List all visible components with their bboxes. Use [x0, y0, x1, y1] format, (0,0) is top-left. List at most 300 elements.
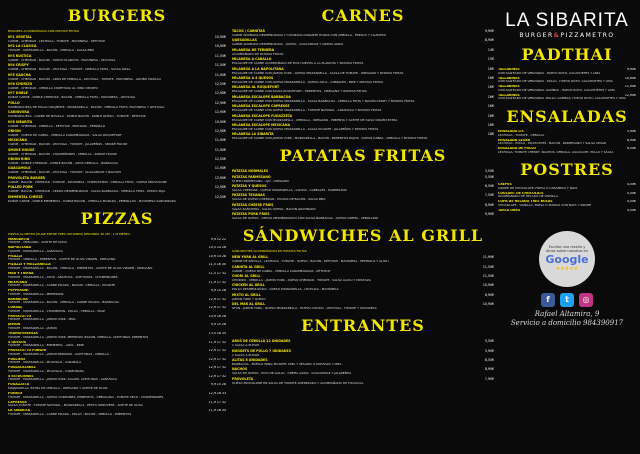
menu-item-desc: TOMATE , MOZZARELLA , JAMÓN: [8, 327, 57, 331]
menu-item-desc: BARBACOA , BÚFALO WING PICANTE, MIEL Y SÉSAMO O MOSTAZA Y MIEL: [232, 361, 342, 366]
menu-item-desc: CARNE , CHEDDAR , LECHUGA , TOMATE , MAYONESA , KETCHUP: [8, 39, 105, 43]
menu-item: [8, 383, 226, 390]
menu-item-name: ONION RING: [8, 157, 30, 162]
menu-item-name: TALLARINES: [498, 93, 520, 97]
menu-item-desc-row: [232, 259, 494, 263]
menu-item-price: 11,5 16 30: [208, 263, 226, 267]
menu-item: [232, 283, 494, 291]
menu-item-desc-row: [8, 86, 226, 90]
menu-item: [8, 157, 226, 165]
menu-item-desc-row: [8, 327, 226, 331]
menu-item: [8, 176, 226, 184]
menu-item-desc-row: [8, 105, 226, 109]
menu-item: [232, 193, 494, 201]
menu-item-price: 11,9 16 34: [208, 409, 226, 413]
menu-item-desc-row: [8, 387, 226, 391]
menu-item-name: MILANESA ESCALOPE MEXICANA: [232, 122, 291, 127]
menu-item: [8, 35, 226, 43]
menu-item-name: TACOS / CARNITAS: [232, 29, 265, 33]
menu-item: [232, 38, 494, 46]
menu-item: [8, 120, 226, 128]
brand-sub-right: PIZZAMETRO: [560, 32, 615, 39]
address-street: Rafael Altamira, 9: [534, 309, 600, 318]
menu-item: [232, 48, 494, 56]
menu-item-price: 7,50€: [484, 193, 494, 198]
menu-item-name: CARNITA AL GRILL: [232, 264, 265, 269]
menu-item: [498, 200, 636, 207]
menu-item-name: MAR Y TIERRA: [8, 271, 34, 275]
menu-item-price: 10,90€: [624, 76, 636, 80]
menu-item-name: Nº5 GAUCHA: [8, 72, 31, 77]
menu-item-name: Nº8 SIBARITA: [8, 119, 33, 124]
menu-item-desc-row: [8, 361, 226, 365]
menu-item: [232, 169, 494, 173]
menu-item-desc: CON SALTEADO DE VERDURAS , POLLO , HUEVO ROTO, CACAHUETES Y LIMA: [498, 80, 613, 84]
left-column: [8, 0, 226, 418]
menu-item-name: MARGARITA: [8, 237, 30, 241]
menu-item: [498, 130, 636, 137]
menu-item-desc: CARNE ADOBADA DESMENUZADA Y COCINADA DURANTE HORAS CON CEBOLLA , FRESCO Y CILANTRO: [232, 33, 386, 37]
menu-item-desc-row: [8, 310, 226, 314]
menu-item-desc: CARNE , DOBLE CHEDDAR , DOBLE BACÓN , AROS CEBOLLA , BARBACOA: [8, 161, 118, 166]
menu-item: [8, 166, 226, 174]
menu-item-price: 12,90€: [214, 91, 226, 96]
brand-subtitle: [498, 32, 636, 39]
menu-item-desc-row: [8, 133, 226, 137]
menu-item-desc: ATÚN , JAMÓN YORK , QUESO MOZZARELLA , HUEVO COCIDO , LECHUGA , TOMATE Y MAYONESA: [232, 306, 377, 311]
delivery-phone: Servicio a domicilio 984390917: [510, 318, 624, 327]
menu-item-price: 16€: [487, 113, 494, 118]
brand-sub-amp: &: [553, 32, 561, 39]
middle-column: [232, 0, 494, 386]
menu-item-price: 12,90€: [214, 185, 226, 190]
menu-item: [8, 358, 226, 365]
menu-item: [232, 29, 494, 37]
menu-item-desc-row: [232, 89, 494, 93]
menu-item-desc: TOMATE , MOZZARELLA , JAMÓN YORK, PEPERONI, BACÓN, CEBOLLA, ACEITUNAS, PIMIENTOS: [8, 335, 149, 339]
menu-item-desc-row: [498, 97, 636, 101]
menu-item-desc-row: [232, 33, 494, 37]
menu-item-desc: TOMATE , MOZZARELLA , BACÓN , CEBOLLA , SALSA BBQ: [8, 48, 95, 53]
menu-item-price: 8,90€: [484, 202, 494, 207]
menu-item-desc: LECHUGA , POLLO , PICATOSTES , BACÓN , PARMESANO Y SALSA CÉSAR: [498, 142, 607, 146]
menu-item-desc-row: [232, 207, 494, 211]
sandwiches-title: SÁNDWICHES AL GRILL: [242, 226, 484, 246]
menu-item-desc-row: [8, 95, 226, 99]
menu-item-desc-row: [232, 42, 494, 46]
ensaladas-title: ENSALADAS: [506, 106, 628, 126]
menu-item: [232, 57, 494, 65]
menu-item-price: 12,9 17 32: [208, 297, 226, 301]
menu-item-desc: CARNE , CHEDDAR , CEBOLLA CONFITADA AL VINO OPORTO: [8, 85, 98, 90]
menu-item-desc: CARNE , CHEDDAR , CEBOLLA , KÉTCHUP , MOSTAZA , PEPINILLO: [8, 123, 106, 128]
menu-item-desc: TOMATE , MOZZARELLA , QUESO CORDOBÉS, PIMIENTOS , CEBOLLINO , TOMATE SECO , CHAMPIÑONES: [8, 395, 164, 399]
menu-item-desc: ESCALOPE DE CARNE CON JAMÓN YORK , MOZZARELLA , BACÓN , PIMIENTOS ROJOS , QUESO CABRA , CEBOLLA Y PATATAS FRITAS: [232, 136, 428, 141]
right-column: [498, 0, 636, 328]
menu-item-price: 10,90€: [482, 302, 494, 307]
menu-item-name: PUSSACATAREZ: [8, 366, 36, 370]
menu-item-name: COULANT DE CHOCOLATE: [498, 191, 544, 195]
menu-item: [8, 110, 226, 118]
menu-item-name: MEXICANA: [8, 280, 27, 284]
menu-item-desc: TOMATE , MOZZARELLA , EMMENTAL , AZUL , BRIE: [8, 344, 84, 348]
menu-item-desc-row: [8, 161, 226, 165]
menu-item-price: 16€: [487, 94, 494, 99]
menu-item-price: 11,90€: [482, 255, 494, 260]
menu-item-desc-row: [232, 136, 494, 140]
menu-item: [232, 274, 494, 282]
menu-item: [232, 302, 494, 310]
menu-item-desc-row: [232, 216, 494, 220]
menu-item-desc: CARNE , CHEDDAR , BACÓN , LECHUGA , TOMATE , GUACAMOLE Y NACHOS: [8, 170, 121, 175]
menu-item: [232, 367, 494, 375]
menu-item-name: 4 ESTACIONES: [8, 374, 34, 378]
menu-item-desc: CARNE DE NOVILLA , LECHUGA , TOMATE , QUESO , BACÓN , KÉTCHUP , MAYONESA , PEPINILLO Y ALIOLI: [232, 259, 389, 264]
menu-item-name: CORRAL: [8, 306, 23, 310]
menu-item: [8, 289, 226, 296]
menu-item-desc-row: [8, 353, 226, 357]
menu-item-desc: TOMATE , ORÉGANO , ACEITE DE OLIVA: [8, 241, 67, 245]
social-links: [498, 293, 636, 307]
menu-item-price: 12,50€: [214, 81, 226, 86]
menu-item-desc: CARNE , CHEDDAR , BACÓN , LECHUGA , TOMATE , CEBOLLA FRITA , SALSA ROSA: [8, 67, 131, 72]
menu-item: [232, 67, 494, 75]
menu-item: [8, 341, 226, 348]
menu-item-desc: ESCALOPE DE CARNE ACOMPAÑADO DE DOS HUEVOS A LA PLANCHA Y PATATAS FRITAS: [232, 61, 364, 66]
menu-item-price: 9,9 12 22: [210, 237, 226, 241]
menu-item: [232, 132, 494, 140]
menu-item-name: CAPRESSA: [8, 400, 27, 404]
menu-item-desc: CON SALTEADO DE VERDURAS , HUEVO ROTO, CACAHUETES Y LIMA: [498, 71, 601, 75]
menu-item-name: PEPPERONI: [8, 289, 29, 293]
menu-item-desc: ACOMPAÑADO DE HELADO DE VAINILLA: [498, 195, 558, 199]
menu-item-desc: HAMBURGUESA , CARNE DE NOVILLA , DOBLE BACÓN , DOBLE QUESO , TOMATE , KETCHUP: [8, 114, 146, 119]
menu-item-price: 8,90€: [484, 367, 494, 372]
menu-item-desc: POLLO DESMENUZADO , QUESO MOZZARELLA , LECHUGA , MAYONESA: [232, 287, 339, 292]
menu-item-name: NEW YORK AL GRILL: [232, 255, 269, 260]
sandwiches-list: [232, 255, 494, 310]
menu-item-name: Nº7 DOBLE: [8, 91, 28, 96]
menu-item-desc: ESCALOPE DE CARNE CON QUESO MOZZARELLA , SALSA BARBACOA , CEBOLLA FRITA Y BACÓN CRISPY Y PATATAS FRITAS: [232, 98, 415, 103]
menu-item-price: 10,9 14 28: [208, 254, 226, 258]
menu-item-desc: ACOMPAÑADO DE PATATAS FRITAS: [232, 51, 284, 56]
menu-item-name: MILANESA A CABALLO: [232, 57, 272, 62]
menu-item-desc: QUESO PROVOLONE EN SALSA DE TOMATE ADEREZADO Y ACOMPAÑADO DE FOCACCIA: [232, 380, 364, 385]
menu-item: [8, 401, 226, 408]
menu-item-desc: CARNE , CHEDDAR , BACÓN , AROS DE CEBOLLA , LECHUGA , TOMATE , MAYONESA , ADOBO CRIOLLO: [8, 76, 161, 81]
menu-item-desc-row: [498, 134, 636, 138]
menu-item-name: TARTA OREO: [498, 209, 521, 212]
menu-item-price: 12,9 17 32: [208, 306, 226, 310]
menu-item-price: 5,50€: [484, 174, 494, 179]
menu-item: [232, 95, 494, 103]
menu-item: [8, 138, 226, 146]
menu-item: [8, 82, 226, 90]
menu-item-price: 12,90€: [214, 110, 226, 115]
menu-item-desc-row: [8, 284, 226, 288]
menu-item-desc-row: [232, 343, 494, 347]
menu-item: [8, 91, 226, 99]
menu-item-price: 11,90€: [214, 166, 226, 171]
menu-item-name: POLLO: [8, 100, 20, 105]
menu-item-desc-row: [232, 197, 494, 201]
menu-item-price: 12,9 17 32: [208, 366, 226, 370]
menu-item-desc-row: [232, 269, 494, 273]
menu-item-desc: ESCALOPE DE CARNE CON QUESO MOZZARELLA , SALSA PICANTE , JALAPEÑOS Y PATATAS FRITAS: [232, 126, 379, 131]
menu-item: [8, 129, 226, 137]
menu-item-desc: 1 SALSA A ELEGIR: [232, 343, 260, 348]
review-text: Escribe una reseña y dinos sobre nosotros en: [546, 245, 588, 254]
menu-item: [498, 77, 636, 84]
menu-item: [8, 281, 226, 288]
menu-item-name: AROS DE CEBOLLA 12 UNIDADES: [232, 339, 291, 344]
entrantes-title: ENTRANTES: [301, 316, 425, 336]
menu-item-desc-row: [8, 344, 226, 348]
menu-item-name: MILANESA ESCALOPE FUGAZZETA: [232, 113, 293, 118]
menu-item-desc: TOMATE , MOZZARELLA , BACÓN , CEBOLLA , PIMIENTOS , ACEITE DE OLIVA VIRGEN , ORÉGANO: [8, 266, 153, 270]
menu-item-desc: LECHUGA, TOMATE CHERRY, NACHOS, CEBOLLA, AGUACATE, POLLO Y SALSA: [498, 150, 614, 154]
menu-item-desc: ESCALOPE DE CARNE CON QUESO MOZZARELLA , QUESO AZUL , CABRALES , BRIE Y PATATAS FRITAS: [232, 79, 384, 84]
menu-item-desc-row: [232, 362, 494, 366]
menu-item: [232, 293, 494, 301]
menu-item-name: ENSALADA LTC: [498, 129, 525, 133]
menu-item-name: PROVOLETA BURGER: [8, 175, 45, 180]
menu-item-desc-row: [498, 151, 636, 155]
menu-item-price: 11,9 17 32: [208, 340, 226, 344]
menu-item-price: 15€: [487, 57, 494, 62]
burgers-note: BURGERS ACOMPAÑADAS CON PATATAS FRITAS: [8, 29, 79, 33]
menu-item-name: MILANESA ESCALOPE BARBACOA: [232, 94, 291, 99]
menu-item-price: 11,9 17 32: [208, 280, 226, 284]
menu-item-desc: TOMATE , MOZZARELLA , CARNE PICADA , POLLO , BACÓN , CEBOLLA , PIMIENTOS: [8, 412, 132, 416]
menu-item-desc-row: [8, 336, 226, 340]
menu-item-price: 3,50€: [484, 169, 494, 174]
menu-item-desc-row: [498, 89, 636, 93]
facebook-icon[interactable]: f: [541, 293, 555, 307]
menu-item-name: MILANESA ESCALOPE CAPRESSE: [232, 104, 290, 109]
menu-item-price: 4,50€: [626, 183, 636, 187]
menu-item: [498, 85, 636, 92]
burgers-title: BURGERS: [67, 6, 167, 25]
menu-item-name: PATATAS Y QUESOS: [232, 184, 267, 189]
menu-item-desc-row: [8, 58, 226, 62]
menu-item-desc: TOMATE , MOZZARELLA , JAMÓN YORK , PIÑA: [8, 318, 76, 322]
pizzas-note: PIZZAS AL METRO (ELIGE ENTRE TRES OPCIONES) REDONDA 30 CM , 1 M METRO ,: [8, 231, 132, 236]
menu-item-name: MIXTO AL GRILL: [232, 292, 261, 297]
menu-item-name: ORIGIN: [8, 128, 21, 133]
menu-item-price: 9,9 15 28: [210, 289, 226, 293]
menu-item-name: TRANSFERENCIA: [8, 332, 38, 335]
patatas-list: [232, 169, 494, 220]
menu-item: [232, 339, 494, 347]
menu-item-price: 5,50€: [484, 339, 494, 344]
menu-item-desc-row: [8, 67, 226, 71]
menu-item: [8, 63, 226, 71]
menu-item-desc: CARNE , BACÓN , CHEDDAR , CERDO DESMENUZADO , SALSA BARBACOA , CEBOLLA FRITA , PATATA PAJA: [8, 189, 166, 194]
menu-item: [498, 147, 636, 154]
menu-item-desc: TOMATE , MOZZARELLA , ALBAHACA: [8, 249, 63, 253]
menu-item-name: PATATAS NORMALES: [232, 169, 269, 174]
menu-item-desc: QUESO PARMESANO , AJO , ORÉGANO: [232, 178, 289, 183]
menu-item-desc: ESCALOPE DE CARNE CON MOZZARELLA , CEBOLLA , ORÉGANO , PIMIENTA Y ACEITE DE OLIVA VIRGEN EXTRA: [232, 117, 398, 122]
menu-item-name: PATATAS CHEESE FRIES: [232, 202, 274, 207]
menu-item-desc-row: [8, 378, 226, 382]
menu-item-desc-row: [232, 80, 494, 84]
padthai-title: PADTHAI: [521, 45, 613, 64]
menu-item-price: 8,50€: [484, 357, 494, 362]
menu-item-desc-row: [498, 80, 636, 84]
menu-item-desc-row: [8, 301, 226, 305]
ensaladas-list: [498, 130, 636, 154]
menu-item-price: 16€: [487, 122, 494, 127]
menu-item-name: NACHOS: [232, 367, 248, 372]
menu-item-desc-row: [8, 39, 226, 43]
menu-item-desc-row: [232, 52, 494, 56]
menu-item: [8, 349, 226, 356]
menu-item-desc-row: [232, 118, 494, 122]
menu-item-name: NAPOLITANA: [8, 246, 31, 250]
menu-item-desc: TOMATE , MOZZARELLA , JAMÓN SERRANO , ACEITUNAS , CEBOLLA: [8, 352, 109, 356]
menu-item-desc: CARNE , BACÓN , CHEDDAR , TOMATE , MAYONESA , CHIMICHURRI , CEBOLLA FRITA , QUESO PROVOLONE: [8, 179, 167, 184]
menu-item-desc-row: [8, 199, 226, 203]
menu-item-name: SMOKE HOUSE: [8, 147, 35, 152]
menu-item-price: 16€: [487, 85, 494, 90]
patatas-title: PATATAS FRITAS: [279, 146, 447, 166]
carnes-title: CARNES: [321, 6, 405, 25]
menu-item-desc: TOMATE , MOZZARELLA , PICADILLO , CARABALA: [8, 361, 82, 365]
google-logo: Google: [545, 253, 589, 267]
pizzas-title: PIZZAS: [80, 208, 154, 228]
menu-item-desc-row: [498, 204, 636, 208]
menu-item-desc: SIROPE DE CHOCOLATE, FRESA O CARAMELO Y NATA: [498, 186, 578, 190]
brand-sub-left: BURGER: [519, 32, 554, 39]
menu-item-price: 12,9 18 33: [208, 392, 226, 396]
menu-item-price: 9,90€: [484, 212, 494, 217]
menu-item-desc: CON SALTEADO DE VERDURAS, GAMBAS , HUEVO ROTO, CACAHUETES Y LIMA: [498, 88, 616, 92]
twitter-icon[interactable]: t: [560, 293, 574, 307]
menu-item-desc: TOMATE , MOZZARELLA , ATÚN , ANCHOAS , ACEITUNAS , CHAMPIÑONES: [8, 275, 118, 279]
menu-item-price: 16€: [487, 66, 494, 71]
menu-item-name: PISAZZI: [8, 254, 23, 258]
menu-item-desc: TOMATE , MOZZARELLA , PEPPERONI: [8, 292, 64, 296]
menu-item-desc-row: [8, 180, 226, 184]
menu-item-desc-row: [8, 114, 226, 118]
menu-item-desc-row: [498, 72, 636, 76]
address: [498, 310, 636, 328]
menu-item-price: 7,90€: [484, 376, 494, 381]
menu-item-name: QUESADILLAS: [232, 38, 257, 43]
menu-item-desc: CON SALTEADO DE VERDURAS ,POLLO, GAMBAS, HUEVO ROTO, CACAHUETES Y LIMA: [498, 97, 626, 101]
menu-item-name: JAMÓN: [8, 323, 21, 327]
sandwiches-note: SÁNDWICHES ACOMPAÑADOS DE PATATAS FRITAS: [232, 249, 307, 254]
menu-item-desc: SALSA TOMATE , TOMATE NATURAL , MOZZARELLA , PESTO GENOVESE , ACEITE DE OLIVA: [8, 404, 143, 408]
burgers-list: [8, 35, 226, 203]
menu-item: [8, 366, 226, 373]
menu-item-price: 12,90€: [624, 93, 636, 97]
menu-item-desc: TOMATE , MOZZARELLA , PICADILLO , CARBONARA: [8, 369, 85, 373]
menu-item-price: 12,90€: [214, 175, 226, 180]
menu-item-name: BARBACOA: [8, 297, 28, 301]
brand-logo: [498, 10, 636, 39]
menu-item-price: 11,90€: [214, 72, 226, 77]
menu-item-name: TALLARINES: [498, 85, 520, 89]
menu-item-desc-row: [498, 195, 636, 199]
menu-item-price: 14€: [487, 47, 494, 52]
menu-item-price: 11,90€: [214, 147, 226, 152]
menu-item-price: 6,50€: [484, 184, 494, 189]
menu-item-name: PUEBLO: [8, 392, 23, 396]
menu-item-name: PIZAZZI Y MOZZARELLA: [8, 263, 51, 267]
menu-item-desc-row: [8, 267, 226, 271]
menu-item-desc-row: [8, 152, 226, 156]
menu-item-name: Nº4 CRISPY: [8, 63, 29, 68]
menu-item-desc-row: [232, 179, 494, 183]
menu-item-desc: CARNE , QUESO DE CABRA , CEBOLLA CARAMELIZADA , SALSA ROQUEFORT: [8, 132, 122, 137]
menu-item-desc-row: [232, 61, 494, 65]
menu-item-desc: MOZZARELLA, EXTRA DE CEBOLLA , ORÉGANO Y ACEITE DE OLIVA: [8, 387, 108, 391]
entrantes-list: [232, 339, 494, 385]
menu-item: [8, 101, 226, 109]
google-review-badge[interactable]: [539, 231, 595, 287]
menu-item-desc: CARNE , CHEDDAR , BACÓN , LECHUGA , TOMATE , JALAPEÑOS , SMOKE HOUSE: [8, 142, 128, 147]
menu-item-price: 10,90€: [482, 283, 494, 288]
menu-item-name: PROSCIUTTO FUNGHI: [8, 349, 47, 353]
menu-item-name: DEL MAR AL GRILL: [232, 302, 266, 307]
menu-item-desc: CHOCOLATE , VAINILLA, FRESA O MANGO CON NATA Y SIROPE: [498, 204, 592, 208]
menu-item: [8, 332, 226, 339]
menu-item: [498, 68, 636, 75]
menu-item-desc-row: [232, 381, 494, 385]
menu-item-name: 4 QUESOS: [8, 340, 27, 344]
menu-item: [232, 76, 494, 84]
menu-item-name: MILANESA DE TERNERA: [232, 47, 275, 52]
menu-item-price: 9,9 15 28: [210, 323, 226, 327]
menu-item-name: Nº6 CHORIZO: [8, 81, 33, 86]
menu-item: [8, 148, 226, 156]
menu-item: [232, 377, 494, 385]
instagram-icon[interactable]: ◎: [579, 293, 593, 307]
stars-icon: ★★★★★: [555, 266, 579, 273]
menu-item: [8, 54, 226, 62]
menu-item: [8, 185, 226, 193]
menu-item: [232, 85, 494, 93]
menu-item-name: ENSALADA DE POLLO: [498, 147, 536, 151]
menu-item: [8, 315, 226, 322]
menu-item-desc: CARNE ADOBADA DESMENUZADA , QUESO , GUACAMOLE Y CREMA AGRIA: [232, 42, 344, 47]
menu-item-name: CREPES: [498, 183, 512, 187]
menu-item-header: [498, 209, 636, 213]
menu-item-price: 10,9 16 28: [208, 314, 226, 318]
menu-item-name: PROVOLETA: [232, 376, 254, 381]
menu-item: [8, 306, 226, 313]
menu-item: [498, 192, 636, 199]
menu-item: [8, 246, 226, 253]
menu-item-desc: TOMATE , MOZZARELLA , CARNE PICADA , BACÓN , CEBOLLA , PICANTE: [8, 284, 116, 288]
menu-item-desc-row: [232, 287, 494, 291]
menu-item-desc-row: [8, 258, 226, 262]
menu-item-price: 12,9 17 32: [208, 357, 226, 361]
menu-item-price: 9,9 15 28: [210, 383, 226, 387]
menu-item-desc-row: [8, 189, 226, 193]
menu-item: [8, 409, 226, 416]
menu-item-name: ENSALADA CÉSAR: [498, 138, 531, 142]
menu-item-price: 10,5 14 26: [208, 246, 226, 250]
menu-item: [232, 349, 494, 357]
menu-item: [232, 358, 494, 366]
menu-item-desc: DOBLE CARNE , DOBLE EMMENTAL , DOBLE BACÓN , CEBOLLA MORADA , PEPINILLOS , MAYONESA SABORIZADA: [8, 198, 177, 203]
menu-item-price: 5,50€: [626, 191, 636, 195]
menu-item-name: ALITAS 8 UNIDADES: [232, 357, 268, 362]
